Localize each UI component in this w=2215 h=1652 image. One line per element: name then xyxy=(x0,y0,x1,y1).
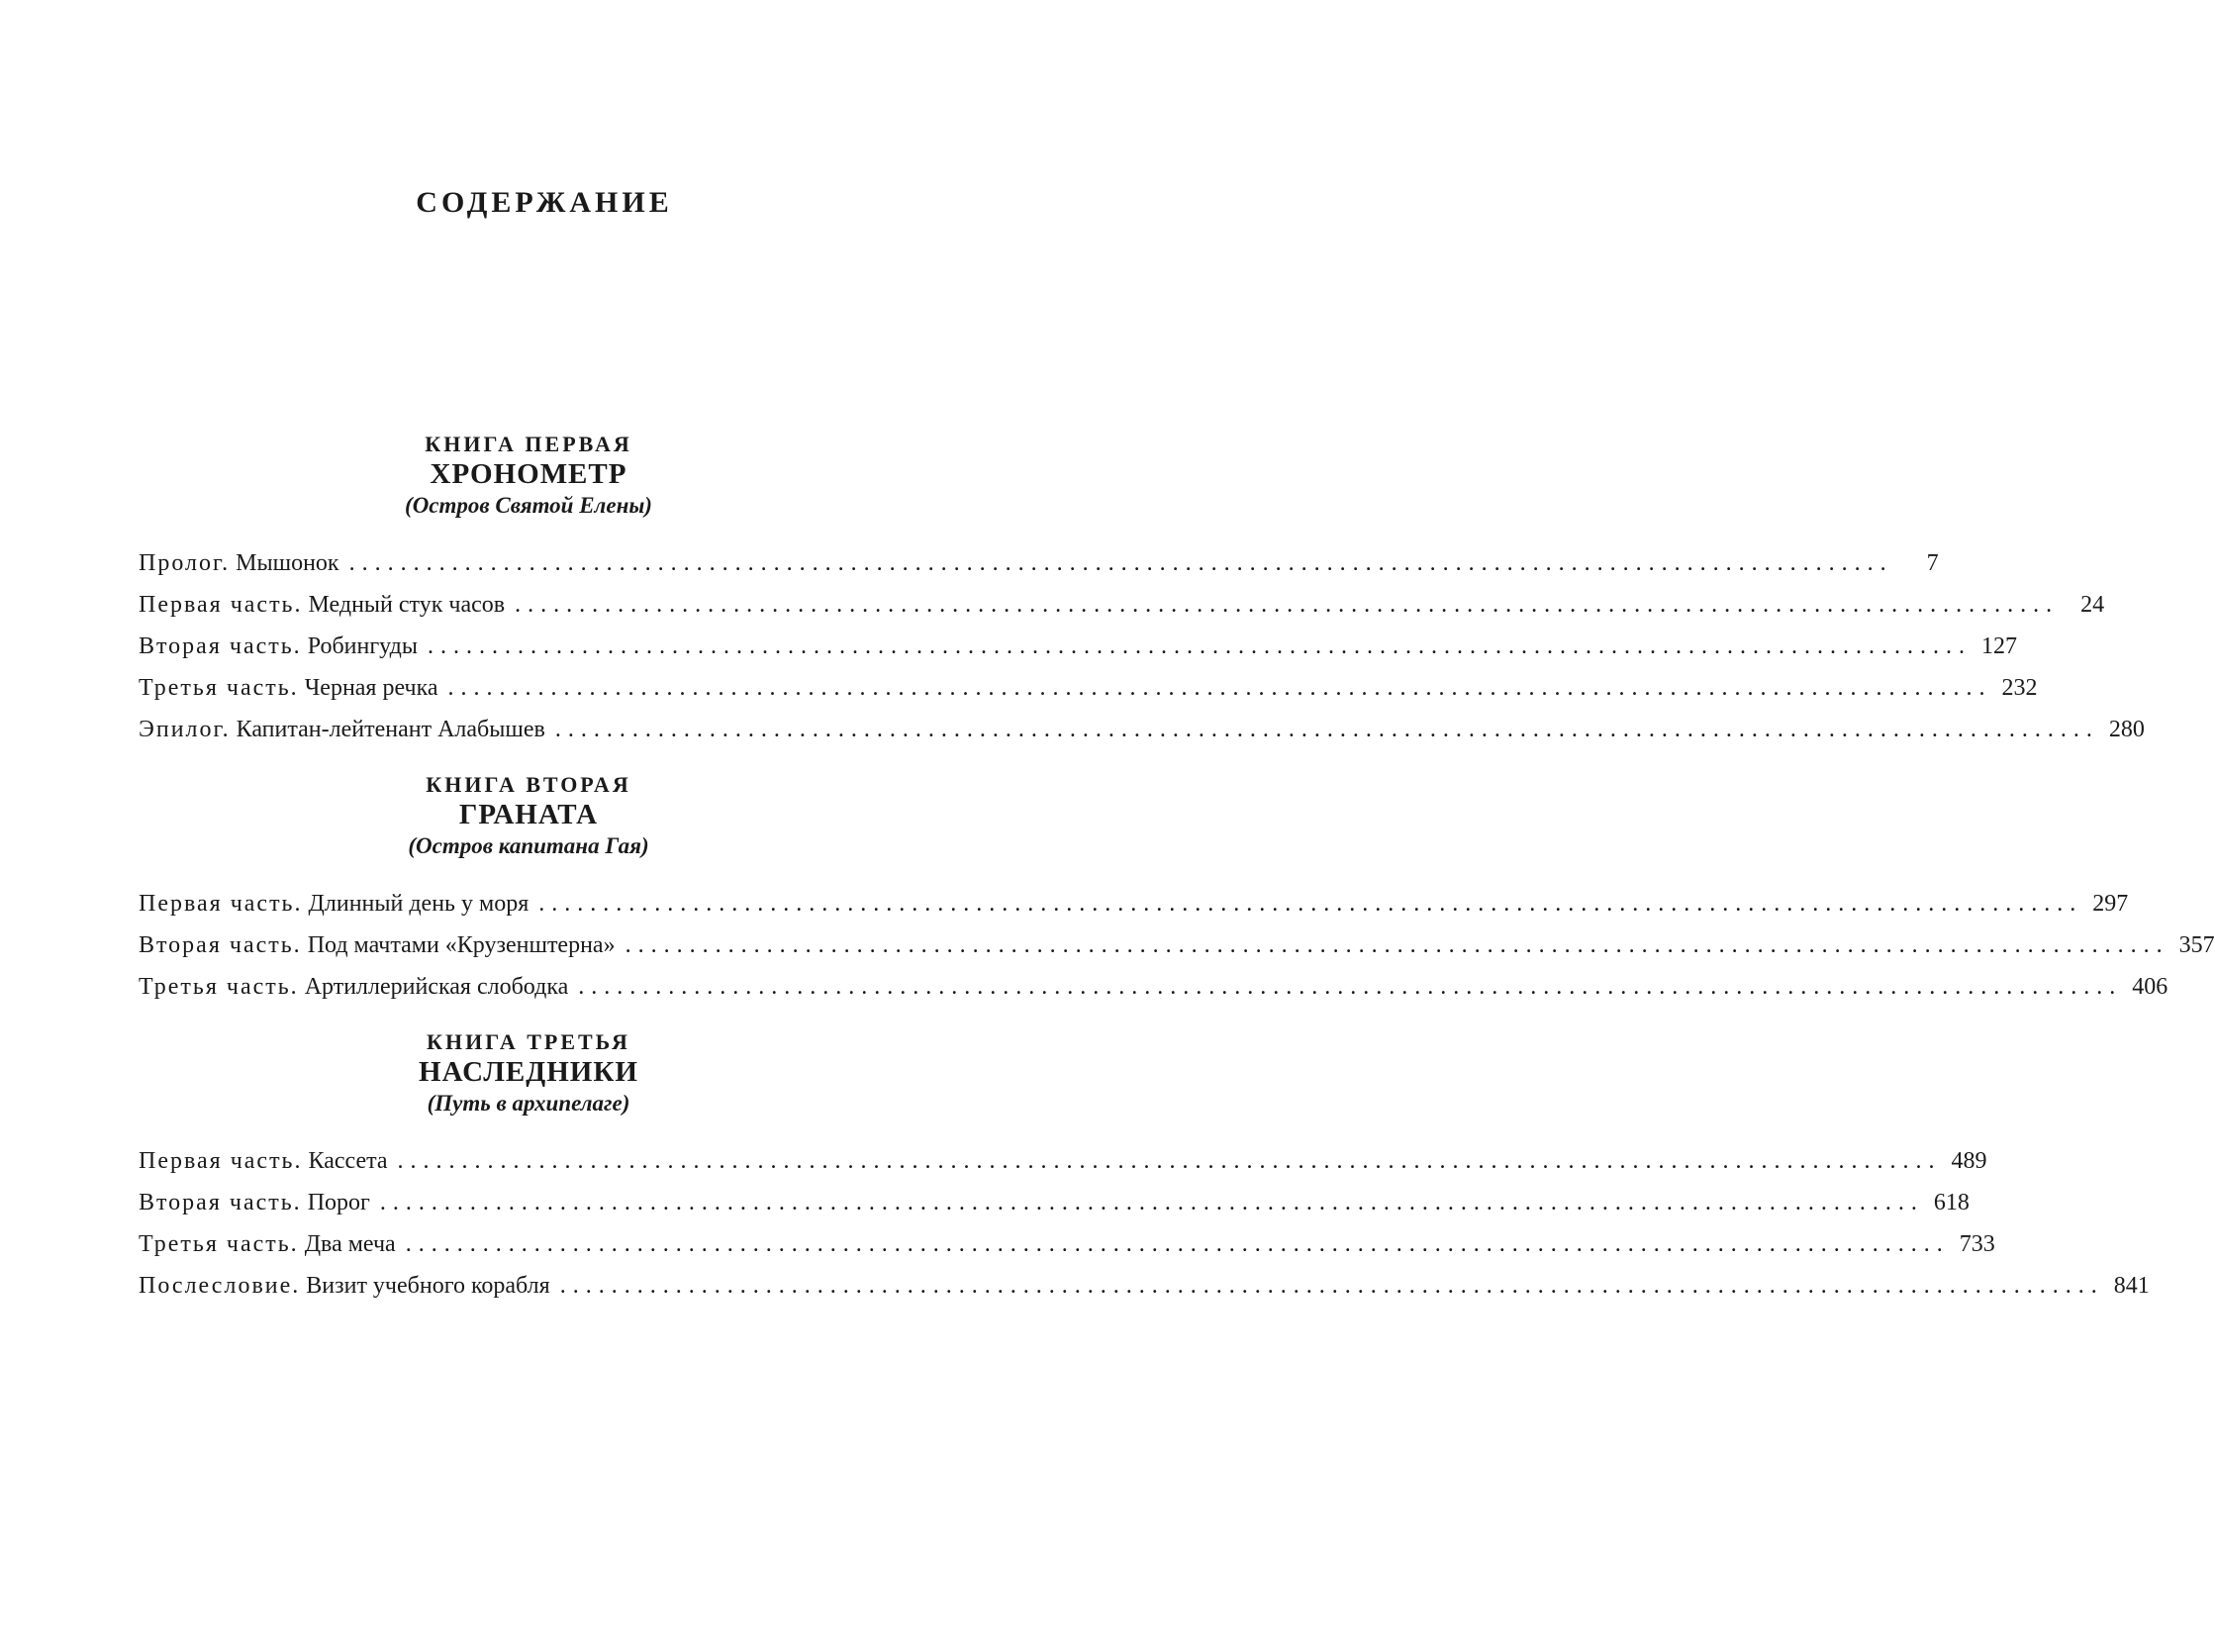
entry-title: Робингуды xyxy=(307,633,419,659)
toc-entries xyxy=(139,891,2215,1016)
entry-title: Капитан-лейтенант Алабышев xyxy=(236,717,545,742)
entry-prefix: Вторая часть. xyxy=(139,633,302,659)
toc-entry[interactable] xyxy=(139,592,2105,633)
dot-leader: ........................................................................................................................ xyxy=(559,1273,2104,1299)
book-section xyxy=(139,1029,2150,1314)
dot-leader: ........................................................................................................................ xyxy=(554,717,2099,742)
toc-entry[interactable] xyxy=(139,974,2168,1016)
dot-leader: ........................................................................................................................ xyxy=(447,675,1992,701)
dot-leader: ........................................................................................................................ xyxy=(625,932,2169,958)
entry-page-number: 489 xyxy=(1951,1148,1987,1174)
dot-leader: ........................................................................................................................ xyxy=(515,592,2060,618)
toc-entry[interactable] xyxy=(139,1148,1987,1190)
toc-entry[interactable] xyxy=(139,1231,1995,1273)
book-section xyxy=(139,772,2215,1016)
book-label: КНИГА ПЕРВАЯ xyxy=(425,432,632,456)
dot-leader: ........................................................................................................................ xyxy=(379,1190,1924,1215)
entry-page-number: 232 xyxy=(2001,675,2038,701)
entry-prefix: Вторая часть. xyxy=(139,932,302,958)
entry-title: Медный стук часов xyxy=(308,592,506,618)
entry-page-number: 297 xyxy=(2092,891,2129,917)
entry-prefix: Первая часть. xyxy=(139,592,303,618)
entry-prefix: Послесловие. xyxy=(139,1273,301,1299)
entry-page-number: 733 xyxy=(1959,1231,1995,1257)
entry-prefix: Третья часть. xyxy=(139,1231,299,1257)
dot-leader: ........................................................................................................................ xyxy=(397,1148,1942,1174)
book-title: ХРОНОМЕТР xyxy=(430,458,627,490)
entry-title: Два меча xyxy=(304,1231,396,1257)
toc-entry[interactable] xyxy=(139,633,2018,675)
entry-page-number: 7 xyxy=(1926,550,1939,576)
dot-leader: ........................................................................................................................ xyxy=(578,974,2123,1000)
dot-leader: ........................................................................................................................ xyxy=(405,1231,1950,1257)
entry-page-number: 280 xyxy=(2108,717,2145,742)
entry-page-number: 127 xyxy=(1981,633,2018,659)
toc-entry[interactable] xyxy=(139,1273,2150,1314)
book-section xyxy=(139,432,2145,758)
book-subtitle: (Остров капитана Гая) xyxy=(408,833,649,858)
entry-page-number: 406 xyxy=(2132,974,2168,1000)
book-label: КНИГА ТРЕТЬЯ xyxy=(427,1029,630,1054)
entry-prefix: Вторая часть. xyxy=(139,1190,302,1215)
dot-leader: ........................................................................................................................ xyxy=(538,891,2083,917)
toc-entry[interactable] xyxy=(139,932,2215,974)
page-title: СОДЕРЖАНИЕ xyxy=(416,186,673,219)
entry-title: Длинный день у моря xyxy=(308,891,530,917)
entry-page-number: 357 xyxy=(2178,932,2215,958)
book-label: КНИГА ВТОРАЯ xyxy=(426,772,631,797)
toc-entry[interactable] xyxy=(139,550,1939,592)
entry-prefix: Первая часть. xyxy=(139,891,303,917)
toc-entry[interactable] xyxy=(139,717,2145,758)
entry-prefix: Третья часть. xyxy=(139,974,299,1000)
book-subtitle: (Путь в архипелаге) xyxy=(427,1091,630,1116)
entry-prefix: Третья часть. xyxy=(139,675,299,701)
entry-page-number: 841 xyxy=(2113,1273,2150,1299)
entry-title: Черная речка xyxy=(304,675,438,701)
toc-entries xyxy=(139,550,2145,758)
entry-title: Артиллерийская слободка xyxy=(304,974,569,1000)
dot-leader: ........................................................................................................................ xyxy=(348,550,1893,576)
book-subtitle: (Остров Святой Елены) xyxy=(405,493,652,518)
entry-prefix: Первая часть. xyxy=(139,1148,303,1174)
dot-leader: ........................................................................................................................ xyxy=(428,633,1973,659)
toc-entry[interactable] xyxy=(139,675,2038,717)
entry-prefix: Пролог. xyxy=(139,550,231,576)
entry-page-number: 618 xyxy=(1933,1190,1970,1215)
book-title: НАСЛЕДНИКИ xyxy=(419,1056,638,1088)
entry-title: Визит учебного корабля xyxy=(306,1273,550,1299)
entry-title: Мышонок xyxy=(236,550,339,576)
entry-title: Кассета xyxy=(308,1148,388,1174)
entry-title: Под мачтами «Крузенштерна» xyxy=(307,932,616,958)
entry-prefix: Эпилог. xyxy=(139,717,231,742)
toc-entry[interactable] xyxy=(139,891,2129,932)
book-title: ГРАНАТА xyxy=(458,799,599,830)
entry-title: Порог xyxy=(307,1190,370,1215)
entry-page-number: 24 xyxy=(2080,592,2105,618)
toc-entries xyxy=(139,1148,2150,1314)
toc-entry[interactable] xyxy=(139,1190,1970,1231)
